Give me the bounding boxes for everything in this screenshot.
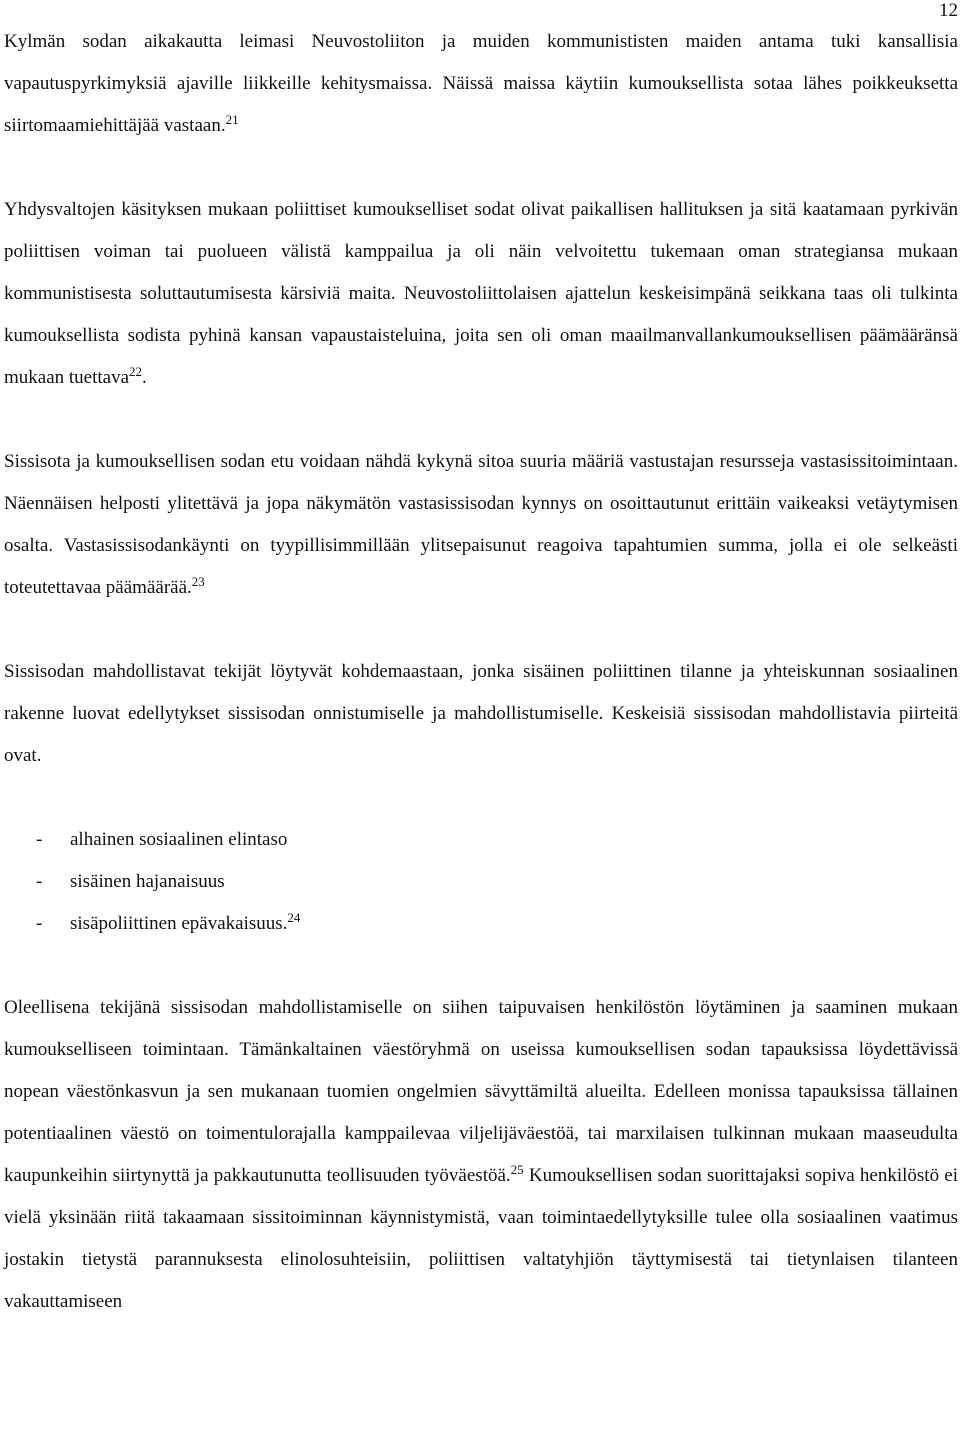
list-item	[4, 903, 958, 945]
list-item-text: alhainen sosiaalinen elintaso	[70, 829, 288, 850]
list-dash: -	[36, 829, 43, 850]
paragraph-text-tail: .	[142, 367, 147, 388]
paragraph-2	[4, 189, 958, 399]
list-item-text: sisäinen hajanaisuus	[70, 871, 225, 892]
paragraph-text: Oleellisena tekijänä sissisodan mahdollistamiselle on siihen taipuvaisen henkilöstön löytäminen ja saaminen mukaan kumoukselliseen toimintaan. Tämänkaltainen väestöryhmä on useissa kumouksellisen sodan tapauksissa löydettävissä nopean väestönkasvun ja sen mukanaan tuomien ongelmien sävyttämiltä alueilta. Edelleen monissa tapauksissa tällainen potentiaalinen väestö on toimentulorajalla kamppailevaa viljelijäväestöä, tai marxilaisen tulkinnan mukaan maaseudulta kaupunkeihin siirtynyttä ja pakkautunutta teollisuuden työväestöä.	[4, 997, 958, 1186]
paragraph-text: Sissisota ja kumouksellisen sodan etu voidaan nähdä kykynä sitoa suuria määriä vastustajan resursseja vastasissitoimintaan. Näennäisen helposti ylitettävä ja jopa näkymätön vastasissisodan kynnys on osoittautunut erittäin vaikeaksi vetäytymisen osalta. Vastasissisodankäynti on tyypillisimmillään ylitsepaisunut reagoiva tapahtumien summa, jolla ei ole selkeästi toteutettavaa päämäärää.	[4, 451, 958, 598]
list-item	[4, 819, 958, 861]
paragraph-text-tail: Kumouksellisen sodan suorittajaksi sopiva henkilöstö ei vielä yksinään riitä takaamaan sissitoiminnan käynnistymistä, vaan toimintaedellytyksille tulee olla sosiaalinen vaatimus jostakin tietystä parannuksesta elinolosuhteisiin, poliittisen valtatyhjiön täyttymisestä tai tietynlaisen tilanteen vakauttamiseen	[4, 1165, 958, 1312]
document-body	[4, 21, 958, 1323]
footnote-ref: 25	[510, 1161, 524, 1177]
paragraph-text: Kylmän sodan aikakautta leimasi Neuvostoliiton ja muiden kommunististen maiden antama tuki kansallisia vapautuspyrkimyksiä ajaville liikkeille kehitysmaissa. Näissä maissa käytiin kumouksellista sotaa lähes poikkeuksetta siirtomaamiehittäjää vastaan.	[4, 31, 958, 136]
footnote-ref: 22	[129, 363, 143, 379]
paragraph-text: Yhdysvaltojen käsityksen mukaan poliittiset kumoukselliset sodat olivat paikallisen hallituksen ja sitä kaatamaan pyrkivän poliittisen voiman tai puolueen välistä kamppailua ja oli näin velvoitettu tukemaan oman strategiansa mukaan kommunistisesta soluttautumisesta kärsiviä maita. Neuvostoliittolaisen ajattelun keskeisimpänä seikkana taas oli tulkinta kumouksellista sodista pyhinä kansan vapaustaisteluina, joita sen oli oman maailmanvallankumouksellisen päämääränsä mukaan tuettava	[4, 199, 958, 388]
paragraph-5	[4, 987, 958, 1323]
list-item	[4, 861, 958, 903]
paragraph-4	[4, 651, 958, 777]
factor-list	[4, 819, 958, 945]
footnote-ref: 21	[225, 111, 239, 127]
paragraph-text: Sissisodan mahdollistavat tekijät löytyvät kohdemaastaan, jonka sisäinen poliittinen tilanne ja yhteiskunnan sosiaalinen rakenne luovat edellytykset sissisodan onnistumiselle ja mahdollistumiselle. Keskeisiä sissisodan mahdollistavia piirteitä ovat.	[4, 661, 958, 766]
paragraph-3	[4, 441, 958, 609]
footnote-ref: 24	[287, 909, 301, 925]
list-dash: -	[36, 913, 43, 934]
page-number: 12	[939, 0, 958, 21]
list-dash: -	[36, 871, 43, 892]
paragraph-1	[4, 21, 958, 147]
list-item-text: sisäpoliittinen epävakaisuus.$^{24}$	[70, 909, 301, 934]
footnote-ref: 23	[191, 573, 205, 589]
